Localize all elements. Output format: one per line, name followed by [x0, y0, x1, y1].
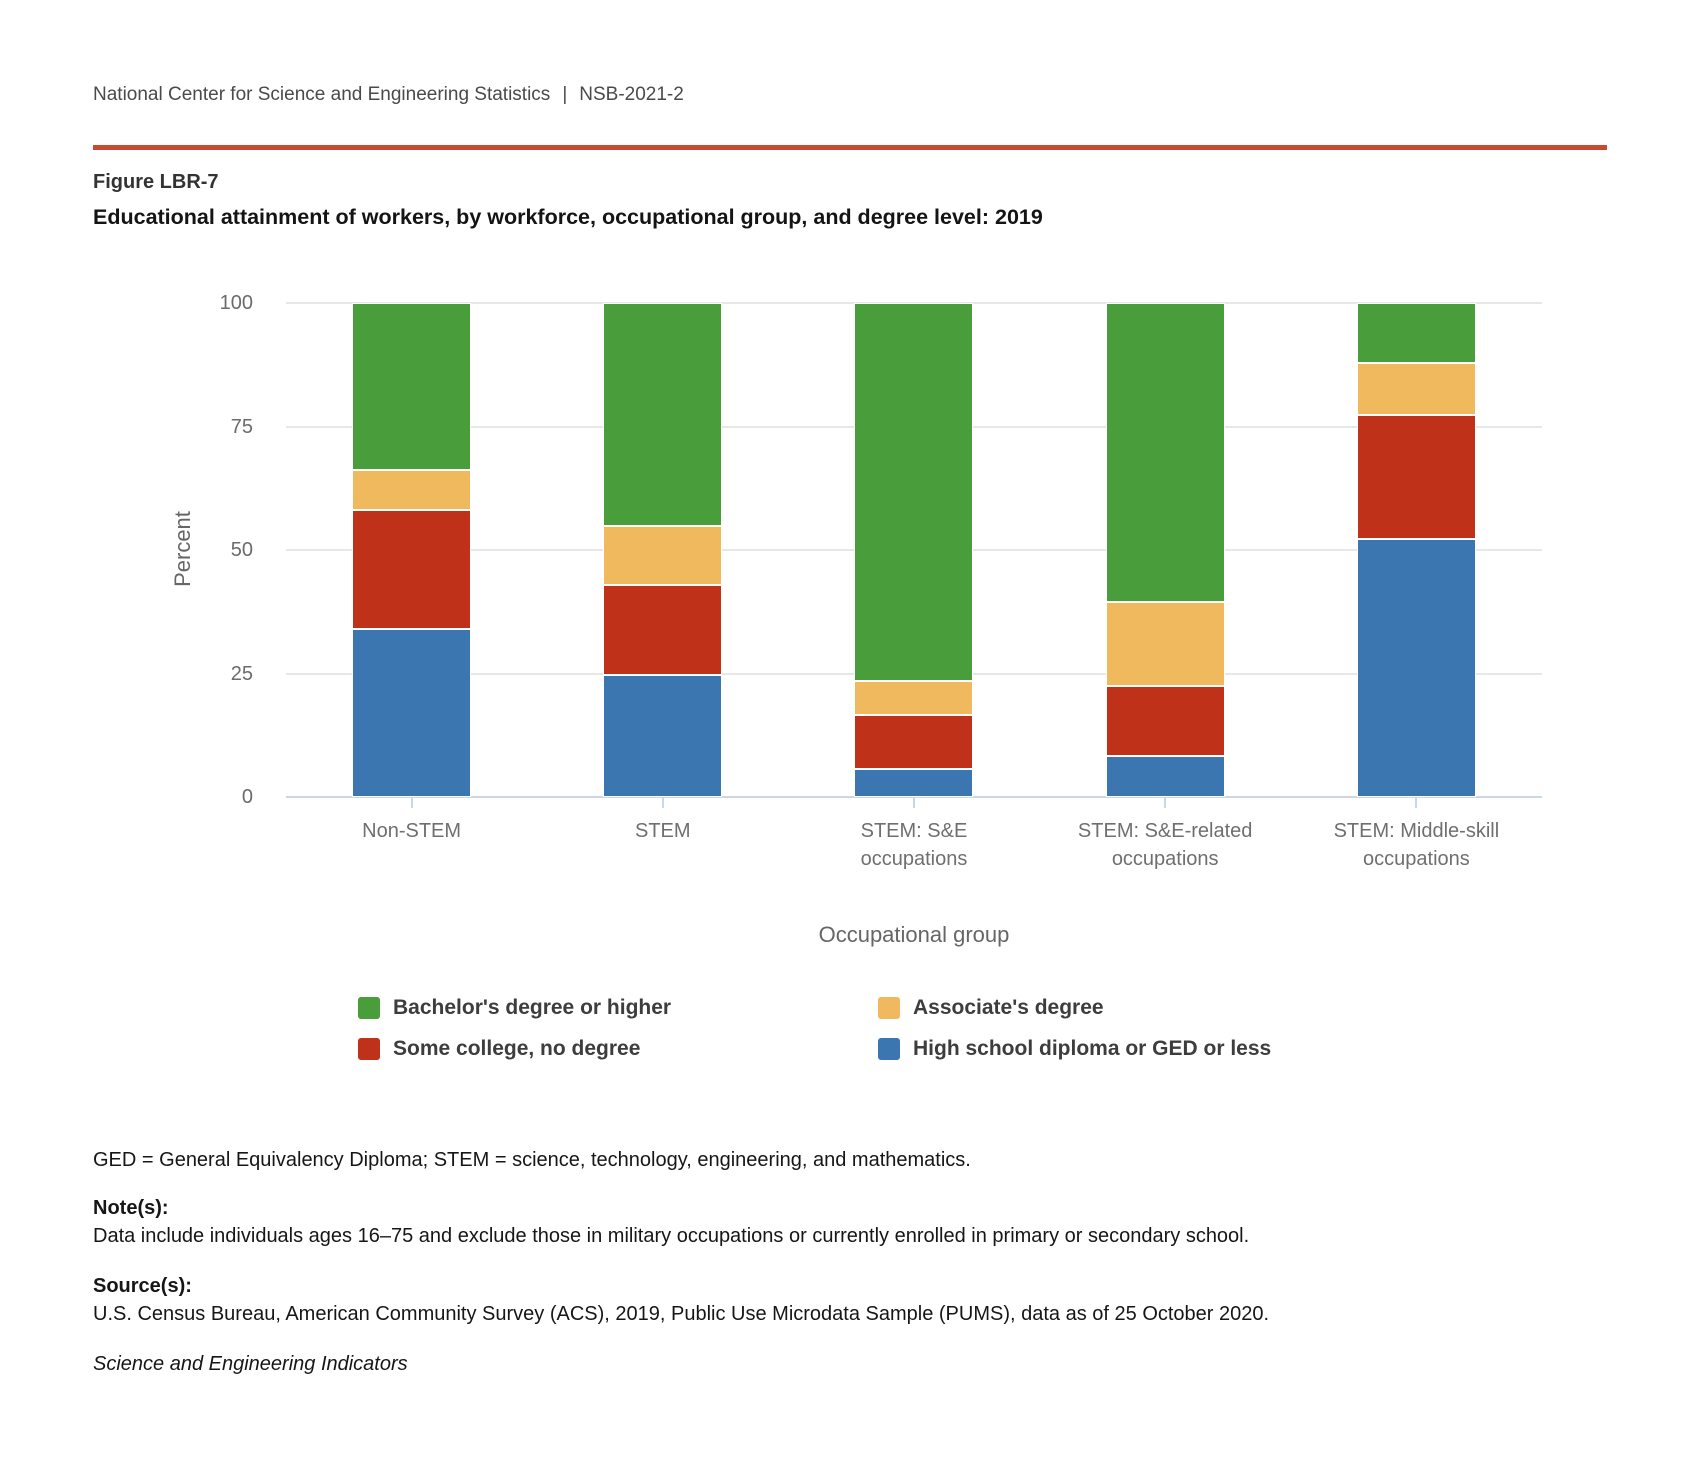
legend-item[interactable]: [878, 994, 1271, 1021]
y-tick-label: 0: [241, 786, 253, 808]
legend: [358, 994, 1271, 1062]
category-label: [1291, 817, 1542, 873]
bar-segment[interactable]: [352, 470, 471, 510]
category-label-line: STEM: [635, 820, 691, 842]
x-axis-tick: [1415, 798, 1417, 808]
category-label-line: STEM: S&E: [860, 820, 968, 842]
bar-segment[interactable]: [603, 526, 722, 585]
y-tick-label: 50: [230, 539, 253, 561]
category-label-line: Non-STEM: [362, 820, 462, 842]
footnotes: [93, 1146, 1543, 1378]
bar-segment[interactable]: [603, 675, 722, 798]
figure-label: Figure LBR-7: [93, 171, 219, 193]
category-label: [537, 817, 788, 845]
bar-segment[interactable]: [603, 303, 722, 526]
bar-segment[interactable]: [1106, 756, 1225, 797]
report-number: NSB-2021-2: [579, 84, 684, 105]
category-label: [286, 817, 537, 845]
legend-item[interactable]: [358, 994, 878, 1021]
legend-swatch: [878, 1038, 900, 1060]
bar-segment[interactable]: [352, 629, 471, 797]
bar-segment[interactable]: [1106, 686, 1225, 756]
bar-stem: [603, 303, 722, 797]
x-axis-tick: [411, 798, 413, 808]
y-tick-label: 100: [219, 292, 253, 314]
y-axis-title: Percent: [170, 511, 195, 587]
bar-segment[interactable]: [1106, 602, 1225, 685]
x-axis-tick: [913, 798, 915, 808]
legend-label: High school diploma or GED or less: [913, 1037, 1272, 1060]
bar-slot: [286, 303, 537, 797]
category-label: [1040, 817, 1291, 873]
bar-segment[interactable]: [1357, 303, 1476, 363]
bar-slot: [1291, 303, 1542, 797]
report-header: [93, 84, 684, 106]
bar-stem-s-e-occupations: [854, 303, 973, 797]
bar-segment[interactable]: [1357, 539, 1476, 797]
legend-swatch: [358, 1038, 380, 1060]
bar-non-stem: [352, 303, 471, 797]
y-tick-label: 75: [230, 415, 253, 438]
category-label-line: occupations: [1111, 848, 1219, 870]
attribution: Science and Engineering Indicators: [93, 1353, 408, 1375]
accent-rule: [93, 145, 1607, 150]
bar-stem-s-e-related-occupations: [1106, 303, 1225, 797]
org-name: National Center for Science and Engineering Statistics: [93, 84, 551, 105]
bar-segment[interactable]: [1357, 415, 1476, 539]
notes-label: Note(s):: [93, 1197, 169, 1219]
bar-segment[interactable]: [352, 303, 471, 470]
legend-label: Associate's degree: [913, 996, 1104, 1019]
header-separator: |: [562, 84, 568, 105]
y-tick-label: 25: [230, 662, 253, 685]
bar-segment[interactable]: [854, 681, 973, 715]
bar-segment[interactable]: [854, 769, 973, 797]
x-axis-tick: [662, 798, 664, 808]
abbreviation-note: GED = General Equivalency Diploma; STEM = science, technology, engineering, and mathematics.: [93, 1149, 971, 1171]
legend-item[interactable]: [878, 1035, 1271, 1062]
notes-text: Data include individuals ages 16–75 and exclude those in military occupations or currently enrolled in primary or secondary school.: [93, 1225, 1250, 1247]
legend-swatch: [878, 997, 900, 1019]
bar-slot: [1040, 303, 1291, 797]
sources-text: U.S. Census Bureau, American Community Survey (ACS), 2019, Public Use Microdata Sample (PUMS), data as of 25 October 2020.: [93, 1303, 1270, 1325]
x-axis-tick: [1164, 798, 1166, 808]
bar-segment[interactable]: [854, 303, 973, 681]
category-label-line: STEM: S&E-related: [1077, 820, 1253, 842]
figure-title: Educational attainment of workers, by workforce, occupational group, and degree level: 2019: [93, 205, 1043, 229]
bar-slot: [537, 303, 788, 797]
legend-item[interactable]: [358, 1035, 878, 1062]
legend-label: Bachelor's degree or higher: [393, 996, 672, 1019]
legend-label: Some college, no degree: [393, 1037, 641, 1060]
notes-block: [93, 1194, 1543, 1250]
x-axis-title: Occupational group: [818, 922, 1010, 947]
bar-segment[interactable]: [352, 510, 471, 629]
bar-segment[interactable]: [1106, 303, 1225, 602]
legend-swatch: [358, 997, 380, 1019]
category-label-line: occupations: [860, 848, 968, 870]
sources-block: [93, 1272, 1543, 1328]
sources-label: Source(s):: [93, 1275, 192, 1297]
bar-stem-middle-skill-occupations: [1357, 303, 1476, 797]
bar-segment[interactable]: [854, 715, 973, 769]
category-label-line: occupations: [1363, 848, 1470, 870]
bar-segment[interactable]: [603, 585, 722, 675]
category-label-line: STEM: Middle-skill: [1333, 820, 1500, 842]
bar-segment[interactable]: [1357, 363, 1476, 414]
plot-area: [286, 303, 1542, 870]
category-label: [788, 817, 1039, 873]
y-axis-labels: [133, 292, 253, 808]
bar-slot: [788, 303, 1039, 797]
